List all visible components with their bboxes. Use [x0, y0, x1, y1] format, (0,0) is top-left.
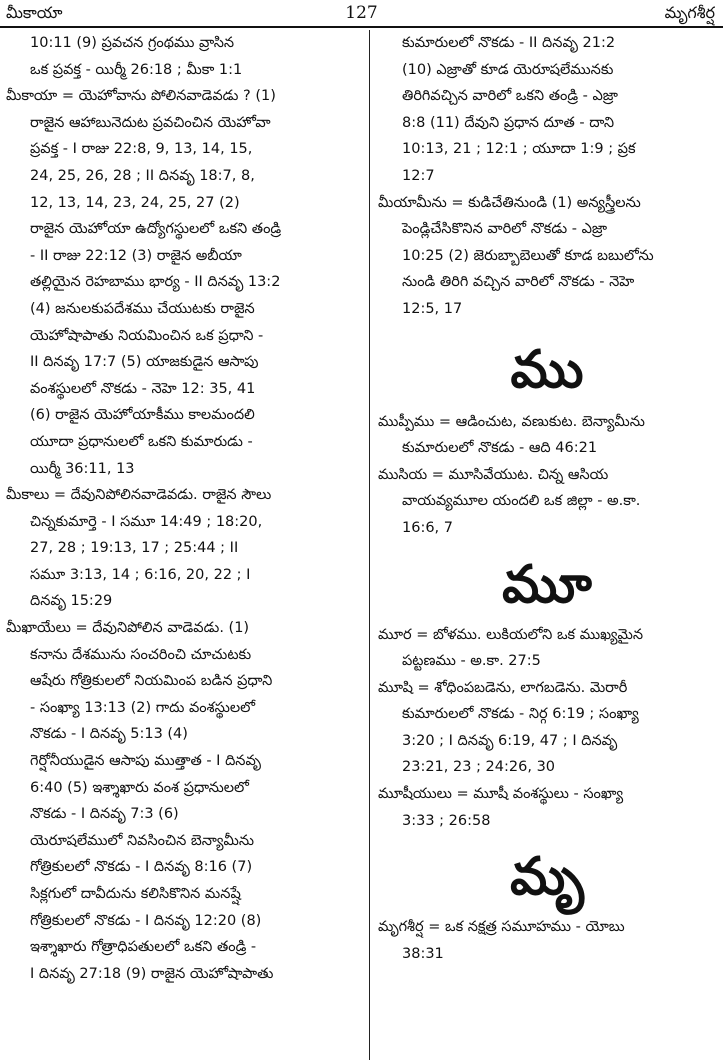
right-entries-mr — [378, 914, 716, 967]
entry-text-line: తల్లియైన రెహబాము భార్య - II దినవృ 13:2 — [30, 274, 281, 291]
entry-headword-line: మూర = బోళము. లుకియలోని ఒక ముఖ్యమైన — [378, 626, 644, 643]
entry-text-line: 27, 28 ; 19:13, 17 ; 25:44 ; II — [30, 540, 239, 557]
dictionary-entry — [6, 83, 364, 482]
entry-text-line: 10:25 (2) జెరుబ్బాబెలుతో కూడ బబులోను — [402, 247, 654, 264]
entry-text-line: పెండ్లిచేసికొనిన వారిలో నొకడు - ఎజ్రా — [402, 221, 608, 238]
entry-text-line: యిర్మీ 36:11, 13 — [30, 460, 135, 477]
entry-text-line: చిన్నకుమార్తె - I సమూ 14:49 ; 18:20, — [30, 513, 263, 530]
entry-text-line: 16:6, 7 — [402, 519, 454, 536]
entry-text-line: 8:8 (11) దేవుని ప్రధాన దూత - దాని — [402, 114, 615, 131]
entry-text-line: దినవృ 15:29 — [30, 593, 113, 610]
entry-text-line: 3:33 ; 26:58 — [402, 812, 491, 829]
entry-headword-line: ముసియ = మూసివేయుట. చిన్న ఆసియ — [378, 466, 609, 483]
header-left-word: మీకాయా — [6, 3, 63, 22]
entry-text-line: సిక్లగులో దావీదును కలిసికొనిన మనష్షే — [30, 886, 241, 902]
entry-text-line: 12:7 — [402, 167, 435, 184]
right-entries-mu — [378, 409, 716, 542]
entry-text-line: 12:5, 17 — [402, 300, 463, 317]
entry-text-line: II దినవృ 17:7 (5) యాజకుడైన ఆసాపు — [30, 354, 259, 371]
right-entries-top — [378, 30, 716, 323]
entry-text-line: - II రాజు 22:12 (3) రాజైన అబీయా — [30, 247, 242, 264]
entry-text-line: గెర్షోనీయుడైన ఆసాపు ముత్తాత - I దినవృ — [30, 753, 261, 770]
entry-text-line: గోత్రికులలో నొకడు - I దినవృ 12:20 (8) — [30, 912, 262, 929]
entry-text-line: (4) జనులకుపదేశము చేయుటకు రాజైన — [30, 300, 255, 317]
header-right-word: మృగశీర్ష — [664, 3, 715, 22]
entry-text-line: ఇశ్శాఖారు గోత్రాధిపతులలో ఒకని తండ్రి - — [30, 939, 257, 956]
entry-text-line: నుండి తిరిగి వచ్చిన వారిలో నొకడు - నెహె — [402, 274, 635, 291]
entry-headword-line: మూషి = శోధింపబడెను, లాగబడెను. మెరారీ — [378, 679, 628, 696]
dictionary-entry — [378, 30, 716, 190]
entry-headword-line: మీకాయా = యెహోవాను పోలినవాడెవడు ? (1) — [6, 88, 276, 105]
right-column — [378, 30, 716, 967]
page-number: 127 — [345, 3, 378, 23]
entry-text-line: 3:20 ; I దినవృ 6:19, 47 ; I దినవృ — [402, 732, 618, 749]
entry-text-line: (6) రాజైన యెహోయాకీము కాలమందలి — [30, 407, 255, 424]
dictionary-entry — [378, 622, 716, 675]
entry-text-line: నొకడు - I దినవృ 7:3 (6) — [30, 806, 179, 823]
right-entries-muu — [378, 622, 716, 835]
entry-text-line: నొకడు - I దినవృ 5:13 (4) — [30, 726, 188, 743]
entry-text-line: యెరూషలేములో నివసించిన బెన్యామీను — [30, 832, 255, 849]
section-heading-mr: మృ — [510, 847, 584, 908]
entry-text-line: 23:21, 23 ; 24:26, 30 — [402, 759, 556, 776]
entry-headword-line: మీఖాయేలు = దేవునిపోలిన వాడెవడు. (1) — [6, 620, 250, 637]
dictionary-entry — [378, 914, 716, 967]
dictionary-entry — [6, 615, 364, 987]
entry-text-line: 38:31 — [402, 945, 444, 962]
entry-text-line: 24, 25, 26, 28 ; II దినవృ 18:7, 8, — [30, 167, 255, 184]
left-column — [6, 30, 364, 987]
dictionary-entry — [378, 675, 716, 781]
entry-text-line: పట్టణము - అ.కా. 27:5 — [402, 653, 541, 670]
entry-text-line: వాయవ్యమూల యందలి ఒక జిల్లా - అ.కా. — [402, 493, 641, 510]
section-heading-mu: ము — [510, 339, 584, 400]
entry-text-line: సమూ 3:13, 14 ; 6:16, 20, 22 ; I — [30, 566, 251, 583]
entry-text-line: ఆషేరు గోత్రికులలో నియమింప బడిన ప్రధాని — [30, 673, 273, 690]
entry-text-line: (10) ఎజ్రాతో కూడ యెరూషలేమునకు — [402, 61, 614, 78]
entry-headword-line: మృగశీర్ష = ఒక నక్షత్ర సమూహము - యోబు — [378, 919, 625, 936]
entry-text-line: కుమారులలో నొకడు - నిర్గ 6:19 ; సంఖ్యా — [402, 706, 639, 723]
dictionary-entry — [6, 30, 364, 83]
entry-text-line: 10:13, 21 ; 12:1 ; యూదా 1:9 ; ప్రక — [402, 141, 636, 158]
entry-text-line: I దినవృ 27:18 (9) రాజైన యెహోషాపాతు — [30, 965, 274, 982]
entry-text-line: యూదా ప్రధానులలో ఒకని కుమారుడు - — [30, 433, 253, 450]
entry-text-line: తిరిగివచ్చిన వారిలో ఒకని తండ్రి - ఎజ్రా — [402, 88, 618, 105]
entry-text-line: 12, 13, 14, 23, 24, 25, 27 (2) — [30, 194, 240, 211]
entry-text-line: వంశస్థులలో నొకడు - నెహె 12: 35, 41 — [30, 380, 256, 397]
dictionary-entry — [378, 781, 716, 834]
entry-text-line: ఒక ప్రవక్త - యిర్మీ 26:18 ; మీకా 1:1 — [30, 61, 243, 78]
entry-text-line: కనాను దేశమును సంచరించి చూచుటకు — [30, 646, 252, 663]
entry-text-line: గోత్రికులలో నొకడు - I దినవృ 8:16 (7) — [30, 859, 253, 876]
page-header — [0, 0, 723, 28]
entry-headword-line: మీకాలు = దేవునిపోలినవాడెవడు. రాజైన సౌలు — [6, 487, 272, 504]
entry-headword-line: మూషీయులు = మూషీ వంశస్థులు - సంఖ్యా — [378, 786, 624, 803]
entry-text-line: కుమారులలో నొకడు - II దినవృ 21:2 — [402, 35, 616, 51]
entry-text-line: - సంఖ్యా 13:13 (2) గాదు వంశస్థులలో — [30, 699, 256, 716]
column-divider — [369, 30, 370, 1060]
section-heading-muu: మూ — [502, 554, 592, 615]
dictionary-entry — [378, 190, 716, 323]
entry-headword-line: మీయామీను = కుడిచేతినుండి (1) అన్యస్త్రీలను — [378, 194, 641, 211]
dictionary-entry — [378, 409, 716, 462]
dictionary-entry — [378, 462, 716, 542]
dictionary-entry — [6, 482, 364, 615]
entry-text-line: రాజైన యెహోయా ఉద్యోగస్థులలో ఒకని తండ్రి — [30, 221, 282, 238]
entry-text-line: 10:11 (9) ప్రవచన గ్రంథము వ్రాసిన — [30, 35, 235, 51]
entry-text-line: కుమారులలో నొకడు - ఆది 46:21 — [402, 440, 598, 457]
entry-text-line: 6:40 (5) ఇశ్శాఖారు వంశ ప్రధానులలో — [30, 779, 249, 796]
entry-text-line: ప్రవక్త - I రాజు 22:8, 9, 13, 14, 15, — [30, 141, 253, 158]
entry-text-line: రాజైన ఆహాబునెదుట ప్రవచించిన యెహోవా — [30, 114, 271, 131]
entry-text-line: యెహోషాపాతు నియమించిన ఒక ప్రధాని - — [30, 327, 264, 344]
entry-headword-line: ముప్పీము = ఆడించుట, వణుకుట. బెన్యామీను — [378, 413, 645, 430]
